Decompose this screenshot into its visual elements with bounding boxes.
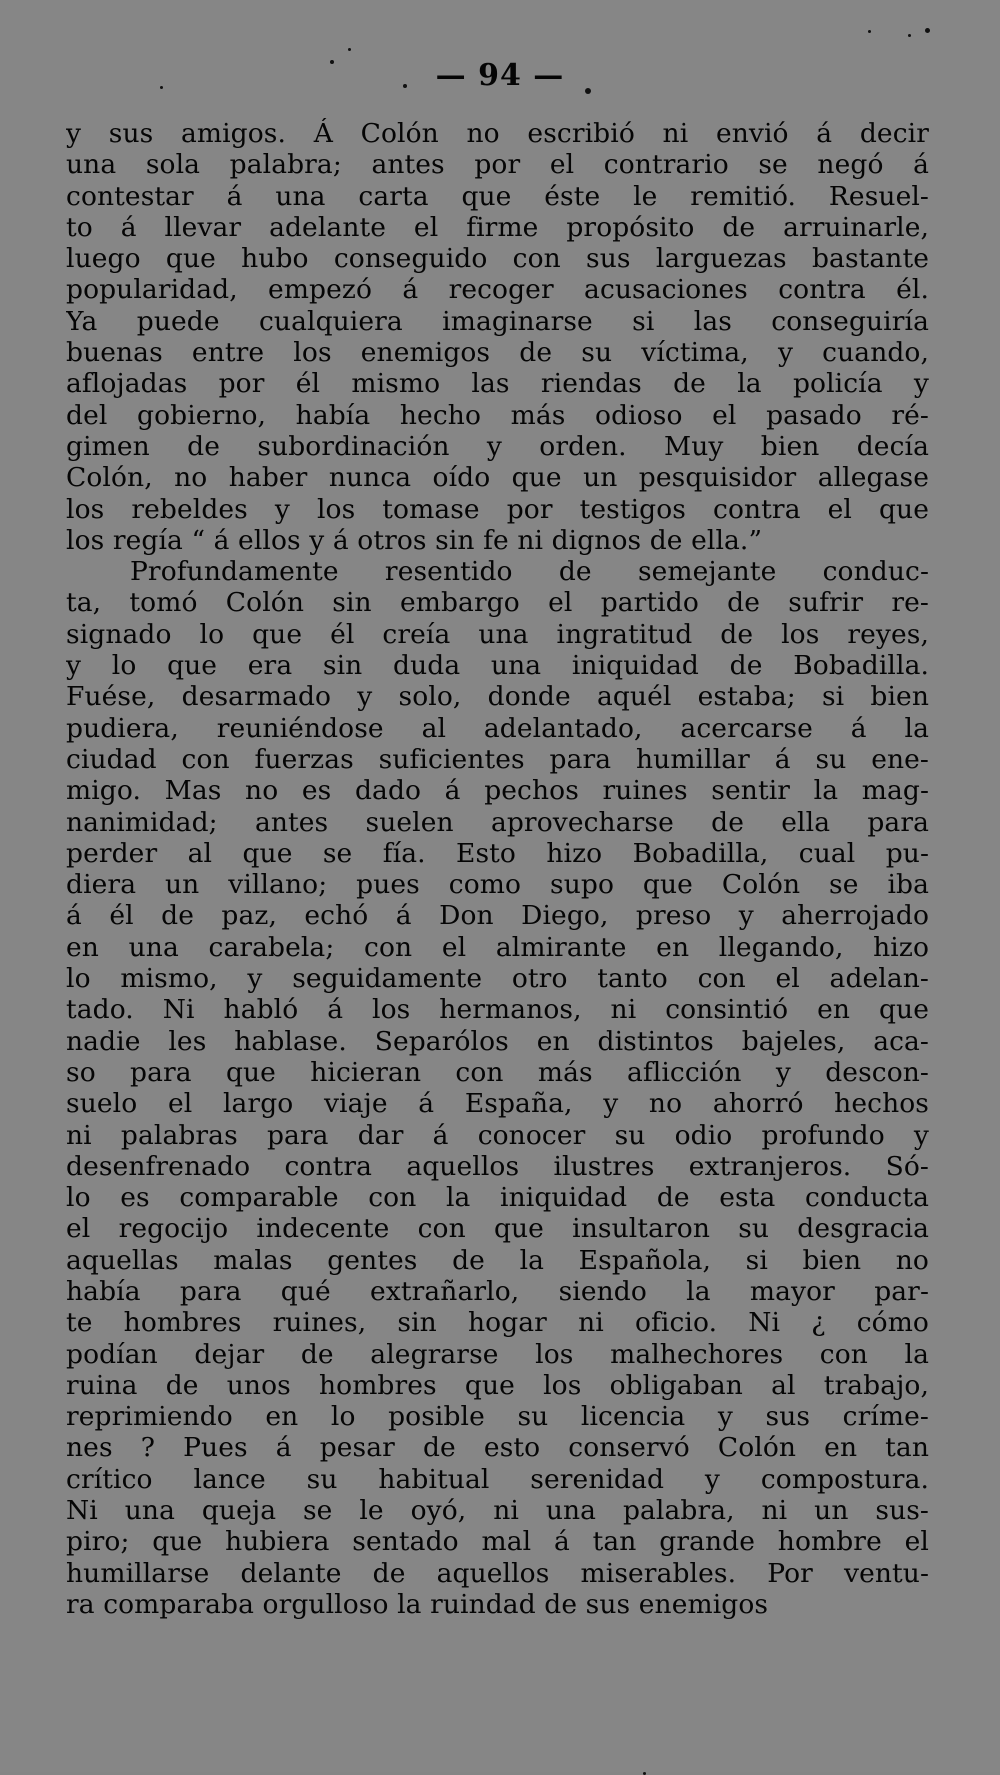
text-line: to á llevar adelante el firme propósito de arruinarle, (66, 211, 929, 243)
text-line: y lo que era sin duda una iniquidad de Bobadilla. (66, 650, 929, 682)
text-line: los regía “ á ellos y á otros sin fe ni dignos de ella.” (66, 524, 763, 556)
scan-speck (925, 28, 930, 33)
text-line: ta, tomó Colón sin embargo el partido de sufrir re- (66, 587, 929, 619)
text-line: nes ? Pues á pesar de esto conservó Colón en tan (66, 1432, 929, 1464)
text-line: ni palabras para dar á conocer su odio profundo y (66, 1119, 929, 1151)
text-line: podían dejar de alegrarse los malhechores con la (66, 1338, 929, 1370)
text-line: Colón, no haber nunca oído que un pesquisidor allegase (66, 462, 929, 494)
text-line: ciudad con fuerzas suficientes para humillar á su ene- (66, 743, 929, 775)
text-line: suelo el largo viaje á España, y no ahorró hechos (66, 1088, 929, 1120)
text-line: pudiera, reuniéndose al adelantado, acercarse á la (66, 712, 929, 744)
page-number: — 94 — (435, 58, 565, 93)
text-line: Fuése, desarmado y solo, donde aquél estaba; si bien (66, 681, 929, 713)
text-line: nanimidad; antes suelen aprovecharse de ella para (66, 806, 929, 838)
text-line: buenas entre los enemigos de su víctima, y cuando, (66, 337, 929, 369)
text-line: migo. Mas no es dado á pechos ruines sentir la mag- (66, 775, 929, 807)
scan-speck (908, 34, 911, 37)
text-line: ra comparaba orgulloso la ruindad de sus enemigos (66, 1588, 769, 1620)
text-line: gimen de subordinación y orden. Muy bien decía (66, 430, 929, 462)
text-line: luego que hubo conseguido con sus larguezas bastante (66, 243, 929, 275)
text-line: desenfrenado contra aquellos ilustres extranjeros. Só- (66, 1150, 929, 1182)
text-line: el regocijo indecente con que insultaron su desgracia (66, 1213, 929, 1245)
text-line: aquellas malas gentes de la Española, si bien no (66, 1244, 929, 1276)
text-line: nadie les hablase. Separólos en distintos bajeles, aca- (66, 1025, 929, 1057)
text-line: humillarse delante de aquellos miserables. Por ventu- (66, 1557, 929, 1589)
text-line: los rebeldes y los tomase por testigos contra el que (66, 493, 929, 525)
scan-speck (403, 84, 407, 88)
text-line: te hombres ruines, sin hogar ni oficio. Ni ¿ cómo (66, 1307, 929, 1339)
text-line: Profundamente resentido de semejante conduc- (130, 556, 929, 588)
text-line: lo es comparable con la iniquidad de esta conducta (66, 1182, 929, 1214)
text-line: Ni una queja se le oyó, ni una palabra, ni un sus- (66, 1495, 929, 1527)
scan-speck (330, 60, 334, 64)
text-line: ruina de unos hombres que los obligaban al trabajo, (66, 1369, 929, 1401)
text-line: lo mismo, y seguidamente otro tanto con el adelan- (66, 963, 929, 995)
text-line: signado lo que él creía una ingratitud de los reyes, (66, 618, 929, 650)
text-line: reprimiendo en lo posible su licencia y sus críme- (66, 1401, 929, 1433)
text-line: so para que hicieran con más aflicción y descon- (66, 1056, 929, 1088)
text-line: había para qué extrañarlo, siendo la mayor par- (66, 1275, 929, 1307)
text-line: crítico lance su habitual serenidad y compostura. (66, 1463, 929, 1495)
text-line: del gobierno, había hecho más odioso el pasado ré- (66, 399, 929, 431)
text-line: á él de paz, echó á Don Diego, preso y aherrojado (66, 900, 929, 932)
body-text (66, 118, 929, 1620)
scan-speck (585, 88, 591, 94)
text-line: Ya puede cualquiera imaginarse si las conseguiría (66, 305, 929, 337)
scan-speck (868, 30, 871, 33)
text-line: tado. Ni habló á los hermanos, ni consintió en que (66, 994, 929, 1026)
text-line: y sus amigos. Á Colón no escribió ni envió á decir (66, 118, 929, 149)
scan-speck (348, 48, 351, 51)
text-line: aflojadas por él mismo las riendas de la policía y (66, 368, 929, 400)
text-line: popularidad, empezó á recoger acusaciones contra él. (66, 274, 929, 306)
scan-speck (160, 86, 163, 89)
text-line: una sola palabra; antes por el contrario se negó á (66, 149, 929, 181)
text-line: contestar á una carta que éste le remitió. Resuel- (66, 180, 929, 212)
text-line: piro; que hubiera sentado mal á tan grande hombre el (66, 1526, 929, 1558)
text-line: diera un villano; pues como supo que Colón se iba (66, 869, 929, 901)
text-line: en una carabela; con el almirante en llegando, hizo (66, 931, 929, 963)
text-line: perder al que se fía. Esto hizo Bobadilla, cual pu- (66, 837, 929, 869)
